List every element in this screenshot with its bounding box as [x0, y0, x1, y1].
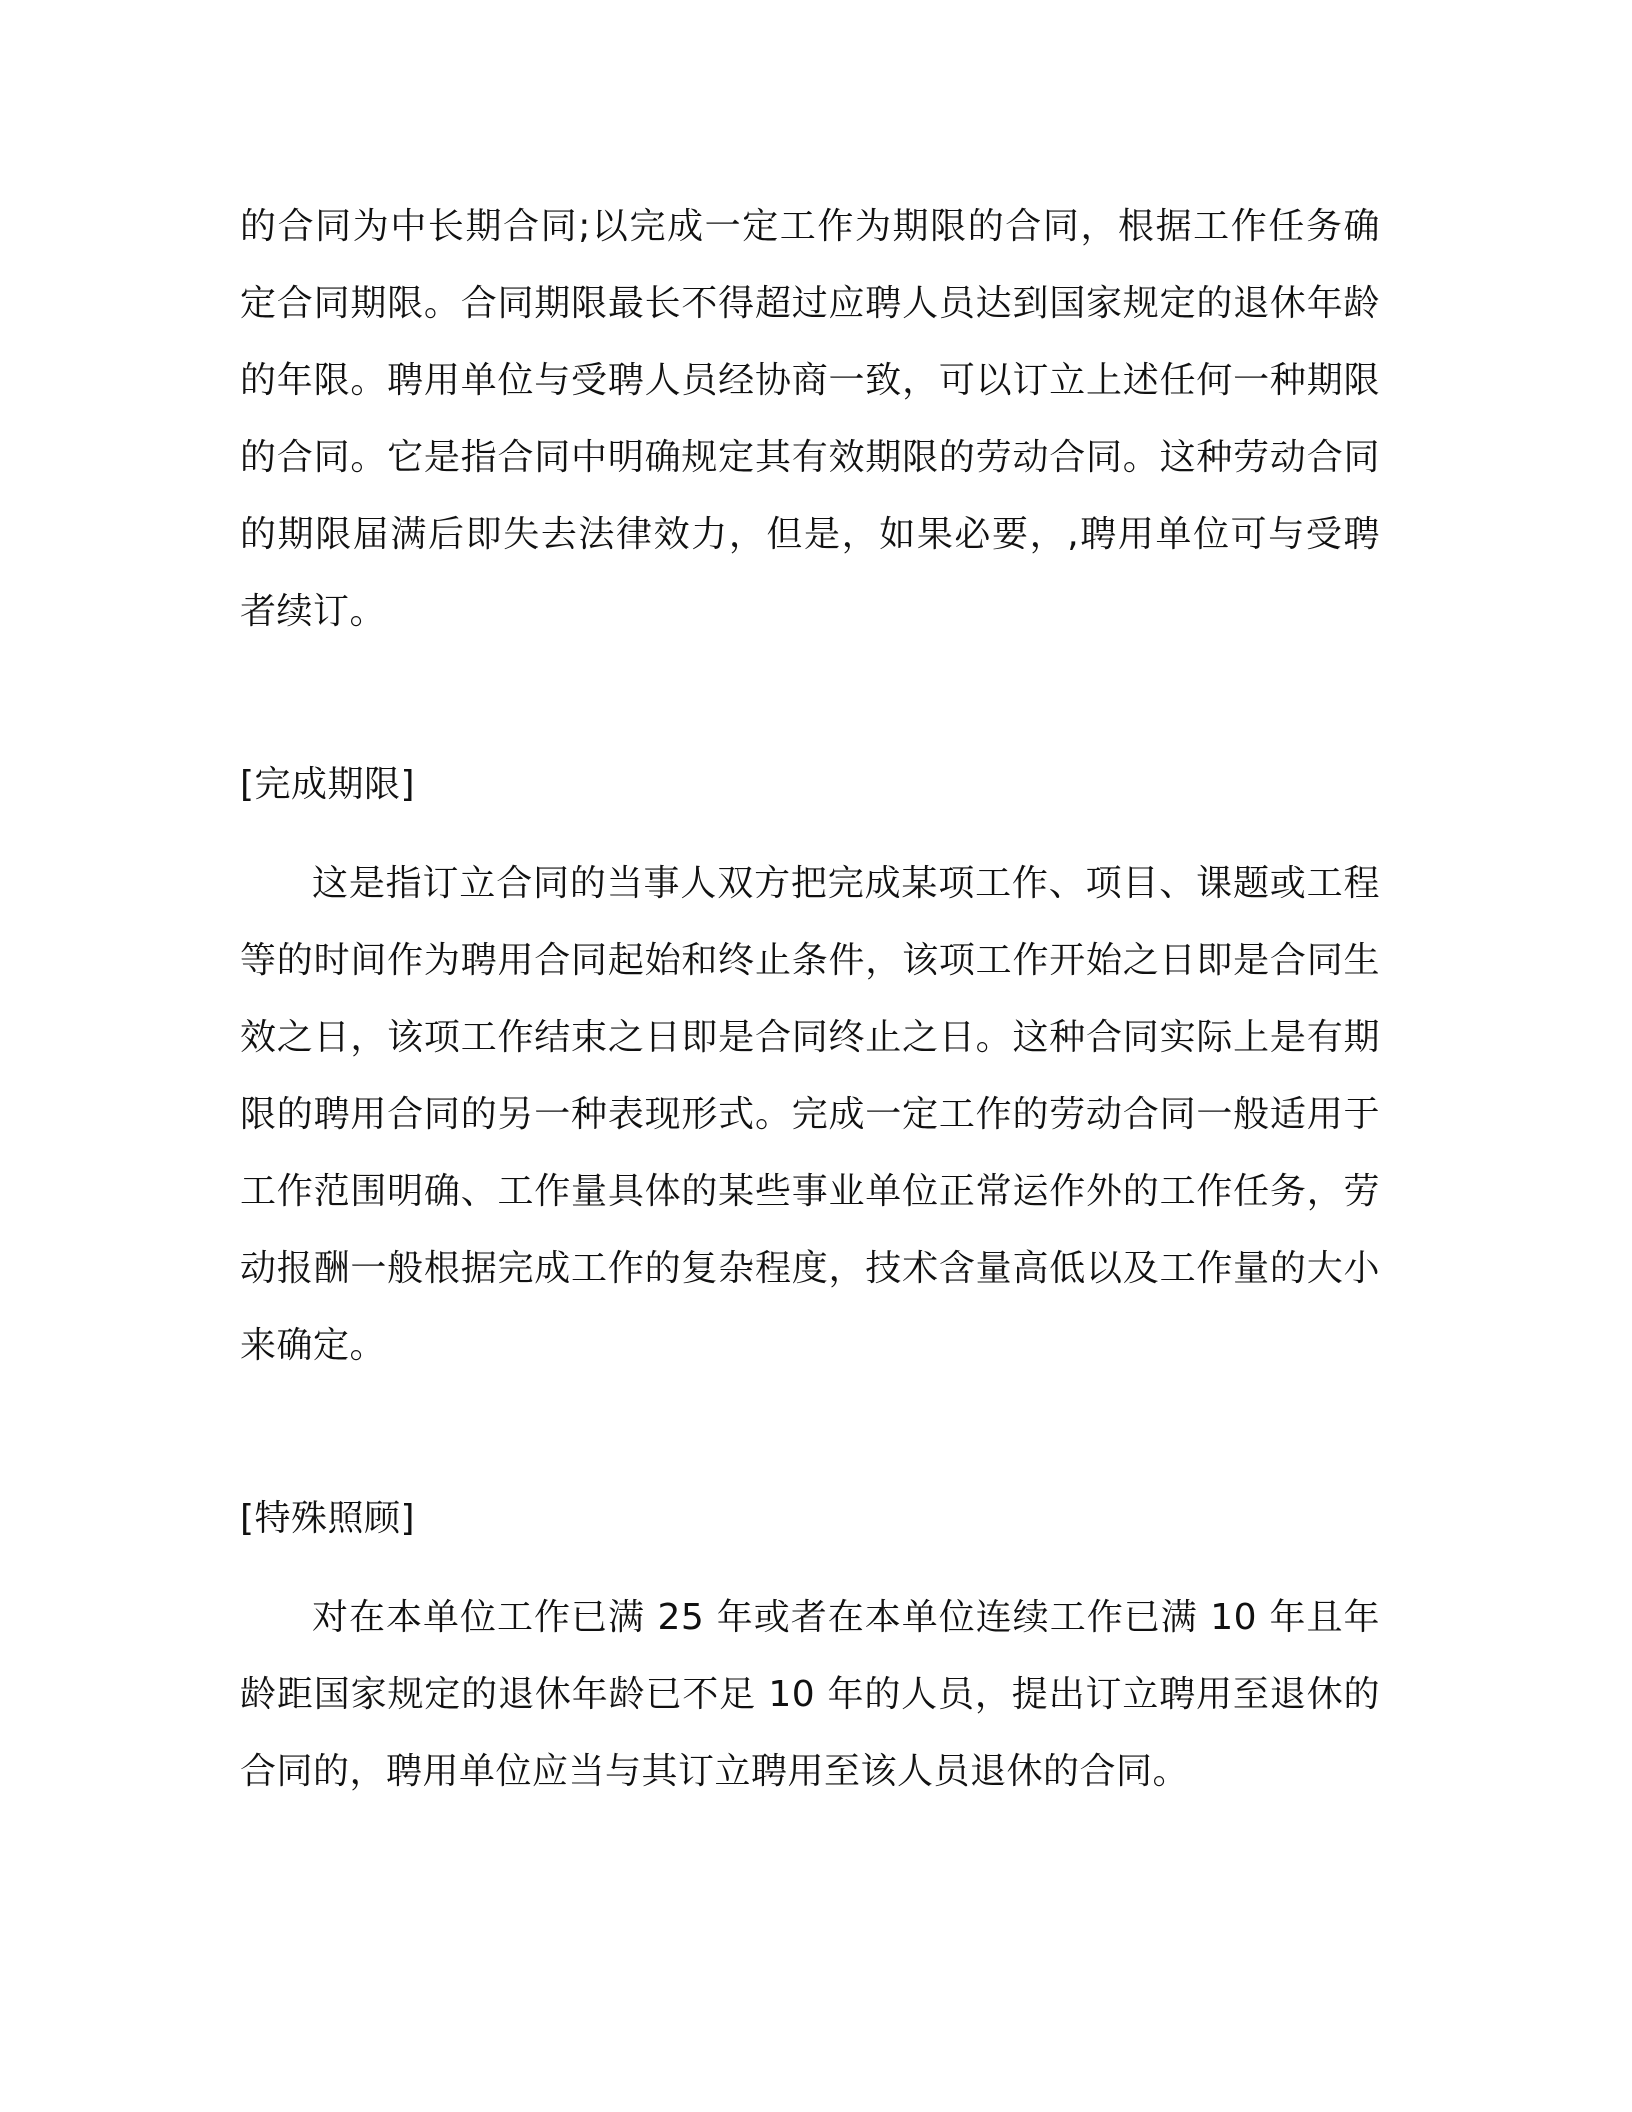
paragraph-completion-term: 这是指订立合同的当事人双方把完成某项工作、项目、课题或工程等的时间作为聘用合同起始和终止条件，该项工作开始之日即是合同生效之日，该项工作结束之日即是合同终止之日。这种合同实际上是有期限的聘用合同的另一种表现形式。完成一定工作的劳动合同一般适用于工作范围明确、工作量具体的某些事业单位正常运作外的工作任务，劳动报酬一般根据完成工作的复杂程度，技术含量高低以及工作量的大小来确定。 — [240, 863, 1380, 1366]
section-spacer — [240, 1384, 1380, 1480]
section-heading-special-care: [特殊照顾] — [240, 1498, 416, 1539]
heading-spacer — [240, 823, 1380, 845]
section-spacer — [240, 650, 1380, 746]
document-body — [240, 188, 1380, 1810]
paragraph-special-care: 对在本单位工作已满 25 年或者在本单位连续工作已满 10 年且年龄距国家规定的退休年龄已不足 10 年的人员，提出订立聘用至退休的合同的，聘用单位应当与其订立聘用至该人员退休的合同。 — [240, 1597, 1380, 1792]
paragraph-contract-term: 的合同为中长期合同;以完成一定工作为期限的合同，根据工作任务确定合同期限。合同期限最长不得超过应聘人员达到国家规定的退休年龄的年限。聘用单位与受聘人员经协商一致，可以订立上述任何一种期限的合同。它是指合同中明确规定其有效期限的劳动合同。这种劳动合同的期限届满后即失去法律效力，但是，如果必要，,聘用单位可与受聘者续订。 — [240, 206, 1380, 632]
heading-spacer — [240, 1557, 1380, 1579]
section-heading-completion-term: [完成期限] — [240, 764, 416, 805]
